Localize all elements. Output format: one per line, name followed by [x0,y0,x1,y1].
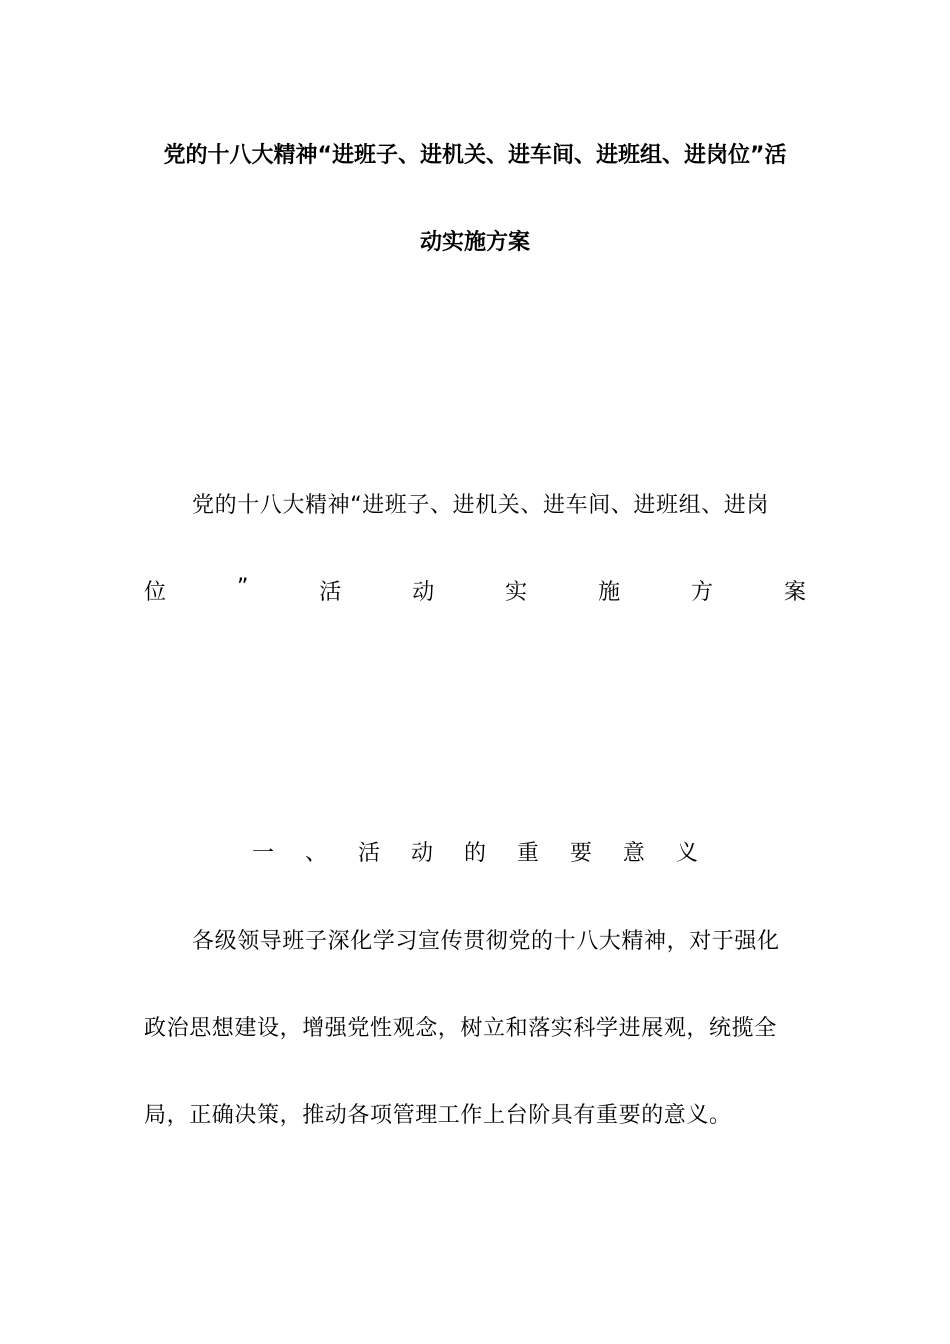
heading-char: 义 [675,841,698,866]
subtitle-char: 位 [144,580,167,605]
heading-char: 动 [410,841,433,866]
heading-char: 要 [569,841,592,866]
paragraph-line-1: 各级领导班子深化学习宣传贯彻党的十八大精神，对于强化 [192,929,780,954]
subtitle-line-2 [144,575,806,606]
subtitle-char: 施 [598,580,621,605]
document-title-line-2: 动实施方案 [419,230,530,255]
heading-char: 意 [622,841,645,866]
subtitle-char: 动 [412,580,435,605]
section-heading [252,836,698,867]
subtitle-char: ” [236,575,249,600]
paragraph-line-3: 局，正确决策，推动各项管理工作上台阶具有重要的意义。 [144,1103,732,1128]
heading-char: 重 [516,841,539,866]
subtitle-char: 案 [783,580,806,605]
heading-char: 的 [463,841,486,866]
subtitle-char: 活 [319,580,342,605]
heading-char: 、 [304,841,327,866]
document-title-line-1: 党的十八大精神“进班子、进机关、进车间、进班组、进岗位”活 [163,143,787,168]
paragraph-line-2: 政治思想建设，增强党性观念，树立和落实科学进展观，统揽全 [144,1016,777,1041]
subtitle-char: 方 [691,580,714,605]
subtitle-char: 实 [505,580,528,605]
heading-char: 活 [357,841,380,866]
subtitle-line-1: 党的十八大精神“进班子、进机关、进车间、进班组、进岗 [192,493,769,518]
heading-char: 一 [252,841,275,866]
